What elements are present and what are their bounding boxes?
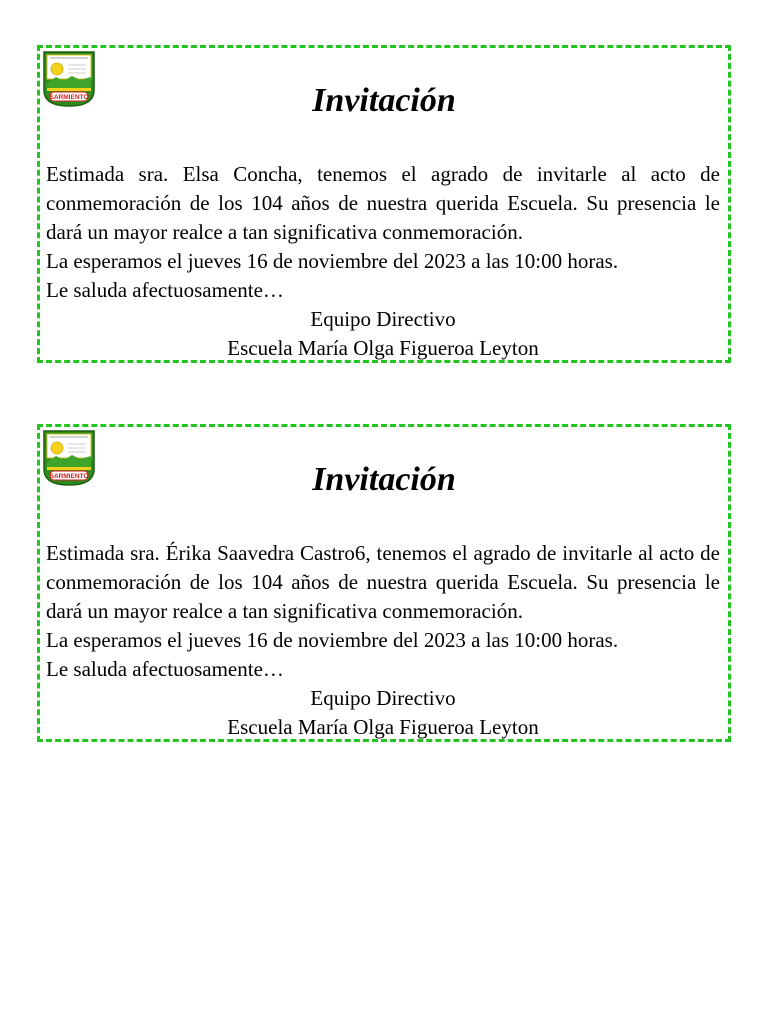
signature-school: Escuela María Olga Figueroa Leyton bbox=[227, 336, 539, 360]
signature-team: Equipo Directivo bbox=[310, 686, 456, 710]
invitation-title: Invitación bbox=[312, 461, 456, 498]
signature-team: Equipo Directivo bbox=[310, 307, 456, 331]
invitation-greeting: Le saluda afectuosamente… bbox=[46, 657, 284, 681]
invitation-title: Invitación bbox=[312, 82, 456, 119]
invitation-greeting: Le saluda afectuosamente… bbox=[46, 278, 284, 302]
logo-label: SARMIENTO bbox=[49, 94, 89, 101]
logo-label: SARMIENTO bbox=[49, 473, 89, 480]
signature-school: Escuela María Olga Figueroa Leyton bbox=[227, 715, 539, 739]
invitation-card-1 bbox=[37, 45, 731, 363]
invitation-card-2 bbox=[37, 424, 731, 742]
invitation-paragraph: Estimada sra. Elsa Concha, tenemos el agrado de invitarle al acto de conmemoración de los 104 años de nuestra querida Escuela. Su presencia le dará un mayor realce a tan significativa conmemoración. bbox=[46, 162, 720, 244]
invitation-paragraph: Estimada sra. Érika Saavedra Castro6, tenemos el agrado de invitarle al acto de conmemoración de los 104 años de nuestra querida Escuela. Su presencia le dará un mayor realce a tan significativa conmemoración. bbox=[46, 541, 720, 623]
invitation-body bbox=[46, 539, 720, 742]
invitation-body bbox=[46, 160, 720, 363]
invitation-date-line: La esperamos el jueves 16 de noviembre del 2023 a las 10:00 horas. bbox=[46, 249, 619, 273]
invitation-date-line: La esperamos el jueves 16 de noviembre del 2023 a las 10:00 horas. bbox=[46, 628, 619, 652]
